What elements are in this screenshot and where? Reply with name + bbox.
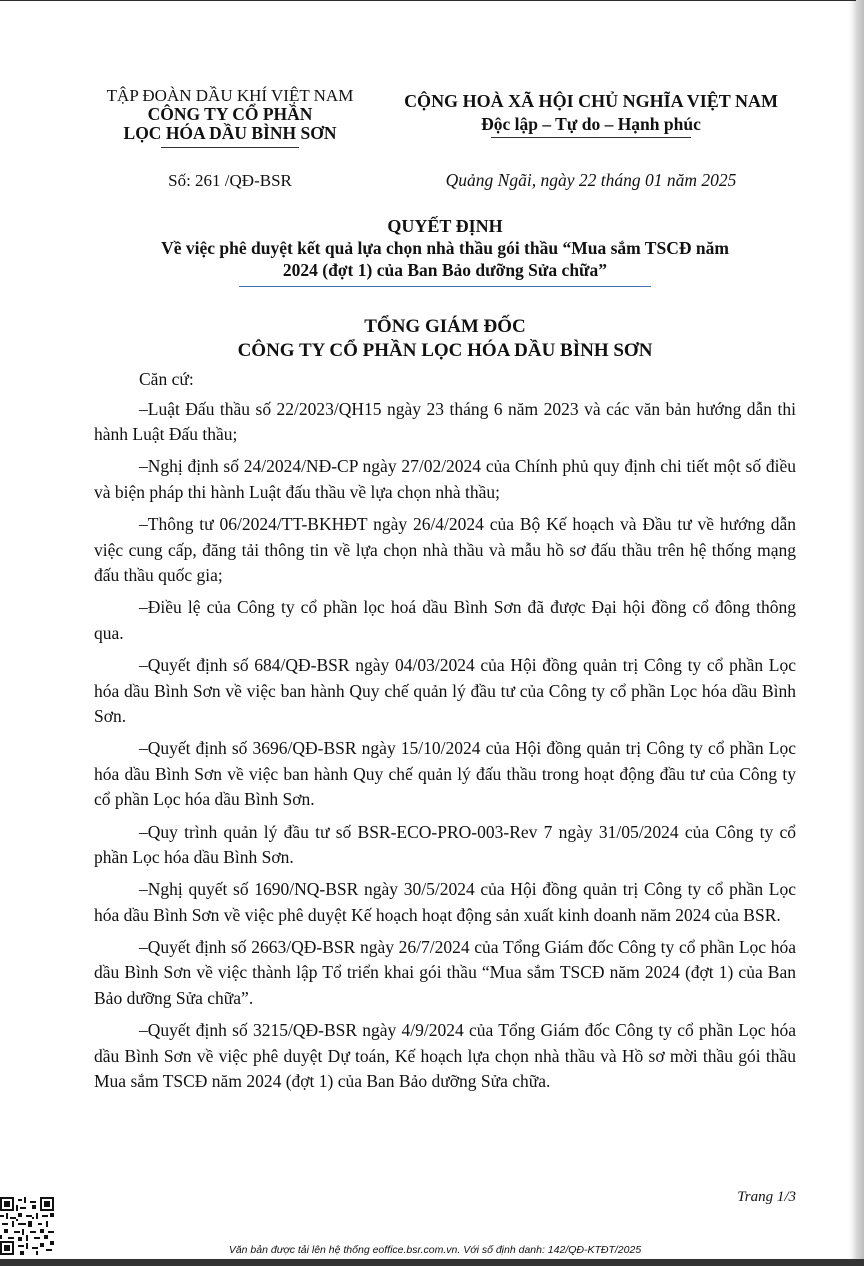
document-number: Số: 261 /QĐ-BSR (168, 171, 292, 190)
parent-org: TẬP ĐOÀN DẦU KHÍ VIỆT NAM (106, 86, 354, 105)
national-header (380, 89, 802, 138)
motto-underline (491, 137, 691, 138)
legal-basis-item: –Luật Đấu thầu số 22/2023/QH15 ngày 23 tháng 6 năm 2023 và các văn bản hướng dẫn thi hành Luật Đấu thầu; (94, 398, 796, 445)
national-motto: Độc lập – Tự do – Hạnh phúc (481, 114, 701, 134)
legal-basis-item: –Quyết định số 3215/QĐ-BSR ngày 4/9/2024 của Tổng Giám đốc Công ty cổ phần Lọc hóa dầu Bình Sơn về việc phê duyệt Dự toán, Kế hoạch lựa chọn nhà thầu và Hồ sơ mời thầu gói thầu Mua sắm TSCĐ năm 2024 (đợt 1) của Ban Bảo dưỡng Sửa chữa. (94, 1020, 796, 1092)
legal-basis-item: –Quyết định số 684/QĐ-BSR ngày 04/03/2024 của Hội đồng quản trị Công ty cổ phần Lọc hóa dầu Bình Sơn về việc ban hành Quy chế quản lý đầu tư của Công ty cổ phần Lọc hóa dầu Bình Sơn. (94, 654, 796, 727)
title-underline (239, 286, 651, 287)
decision-subject-line1: Về việc phê duyệt kết quả lựa chọn nhà thầu gói thầu “Mua sắm TSCĐ năm (161, 238, 729, 258)
legal-basis-item: –Quyết định số 3696/QĐ-BSR ngày 15/10/2024 của Hội đồng quản trị Công ty cổ phần Lọc hóa dầu Bình Sơn về việc ban hành Quy chế quản lý đấu thầu trong hoạt động đầu tư của Công ty cổ phần Lọc hóa dầu Bình Sơn. (94, 738, 796, 810)
qr-code-icon (0, 1197, 54, 1255)
viewer-bottom-bar (0, 1259, 864, 1266)
legal-basis-item: –Nghị định số 24/2024/NĐ-CP ngày 27/02/2024 của Chính phủ quy định chi tiết một số điều và biện pháp thi hành Luật đấu thầu về lựa chọn nhà thầu; (94, 456, 796, 502)
page-edge-scrollbar[interactable] (856, 0, 864, 1266)
legal-basis-section (94, 367, 796, 1101)
legal-basis-item: –Quy trình quản lý đầu tư số BSR-ECO-PRO-003-Rev 7 ngày 31/05/2024 của Công ty cổ phần Lọc hóa dầu Bình Sơn. (94, 821, 796, 868)
place-date: Quảng Ngãi, ngày 22 tháng 01 năm 2025 (445, 170, 737, 190)
legal-basis-item: –Quyết định số 2663/QĐ-BSR ngày 26/7/2024 của Tổng Giám đốc Công ty cổ phần Lọc hóa dầu Bình Sơn về việc thành lập Tổ triển khai gói thầu “Mua sắm TSCĐ năm 2024 (đợt 1) của Ban Bảo dưỡng Sửa chữa”. (94, 936, 796, 1009)
legal-basis-intro: Căn cứ: (139, 369, 194, 389)
eoffice-footnote: Văn bản được tải lên hệ thống eoffice.bsr.com.vn. Với số định danh: 142/QĐ-KTĐT/2025 (228, 1244, 642, 1256)
authority-block (90, 315, 800, 363)
decision-subject-line2: 2024 (đợt 1) của Ban Bảo dưỡng Sửa chữa” (282, 260, 608, 280)
decision-type: QUYẾT ĐỊNH (387, 216, 503, 236)
legal-basis-item: –Nghị quyết số 1690/NQ-BSR ngày 30/5/2024 của Hội đồng quản trị Công ty cổ phần Lọc hóa dầu Bình Sơn về việc phê duyệt Kế hoạch hoạt động sản xuất kinh doanh năm 2024 của BSR. (94, 879, 796, 925)
authority-title: TỔNG GIÁM ĐỐC (364, 316, 526, 337)
country-name: CỘNG HOÀ XÃ HỘI CHỦ NGHĨA VIỆT NAM (404, 91, 778, 111)
company-name-line1: CÔNG TY CỔ PHẦN (147, 104, 313, 124)
authority-company: CÔNG TY CỔ PHẦN LỌC HÓA DẦU BÌNH SƠN (237, 340, 653, 361)
legal-basis-item: –Điều lệ của Công ty cổ phần lọc hoá dầu Bình Sơn đã được Đại hội đồng cổ đông thông qua. (94, 597, 796, 643)
legal-basis-item: –Thông tư 06/2024/TT-BKHĐT ngày 26/4/2024 của Bộ Kế hoạch và Đầu tư về hướng dẫn việc cung cấp, đăng tải thông tin về lựa chọn nhà thầu và mẫu hồ sơ đấu thầu trên hệ thống mạng đấu thầu quốc gia; (94, 513, 796, 586)
document-page (0, 1, 856, 1259)
decision-title-block (90, 215, 800, 287)
company-name-line2: LỌC HÓA DẦU BÌNH SƠN (123, 123, 337, 143)
page-number: Trang 1/3 (737, 1189, 796, 1205)
issuer-block (85, 86, 375, 148)
issuer-underline (161, 147, 299, 148)
